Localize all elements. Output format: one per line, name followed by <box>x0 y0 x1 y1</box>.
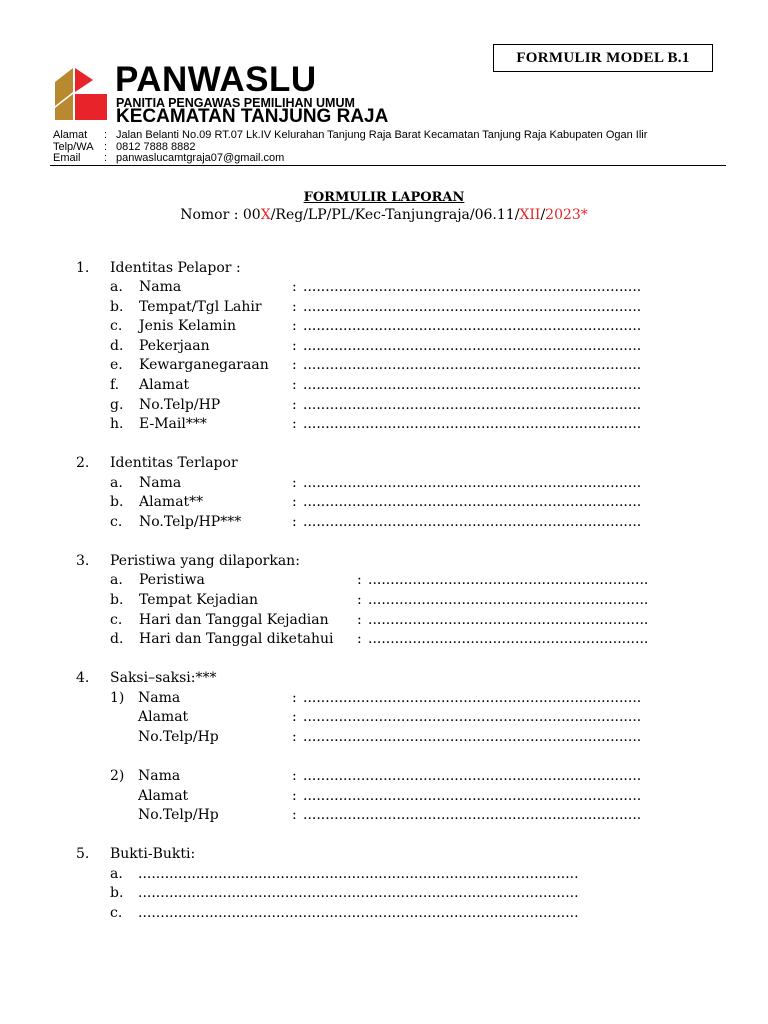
item-letter: d. <box>110 631 124 647</box>
field-colon: : <box>292 357 297 373</box>
contact-label-address: Alamat <box>53 129 88 141</box>
item-letter: f. <box>110 377 120 393</box>
item-letter: a. <box>110 279 123 295</box>
item-letter: c. <box>110 514 123 530</box>
fill-line-witness2-phone[interactable]: ............................................................................ <box>303 807 642 823</box>
field-colon: : <box>292 807 297 823</box>
field-label-reported-name: Nama <box>139 475 182 491</box>
form-model-label: FORMULIR MODEL B.1 <box>493 44 713 72</box>
org-name: PANWASLU <box>115 60 317 99</box>
fill-line-reported-name[interactable]: ............................................................................ <box>303 475 642 491</box>
contact-label-email: Email <box>53 152 81 164</box>
field-colon: : <box>292 768 297 784</box>
witness-number: 2) <box>110 768 125 784</box>
section-number: 3. <box>76 553 90 569</box>
witness-field-address: Alamat <box>138 788 189 804</box>
org-district: KECAMATAN TANJUNG RAJA <box>116 106 389 127</box>
section-title: Identitas Pelapor : <box>110 260 241 276</box>
field-label-phone: No.Telp/HP <box>139 397 221 413</box>
item-letter: c. <box>110 905 123 921</box>
header-divider <box>50 165 726 166</box>
witness-field-name: Nama <box>138 690 181 706</box>
field-colon: : <box>357 631 362 647</box>
field-label-event-place: Tempat Kejadian <box>139 592 259 608</box>
section-title: Bukti-Bukti: <box>110 846 196 862</box>
field-label-event-date: Hari dan Tanggal Kejadian <box>139 612 329 628</box>
field-colon: : <box>292 338 297 354</box>
fill-line-evidence-b[interactable]: ................................................................................................... <box>138 885 579 901</box>
field-label-address: Alamat <box>139 377 190 393</box>
fill-line-witness2-address[interactable]: ............................................................................ <box>303 788 642 804</box>
field-colon: : <box>292 690 297 706</box>
field-colon: : <box>292 475 297 491</box>
fill-line-phone[interactable]: ............................................................................ <box>303 397 642 413</box>
item-letter: a. <box>110 866 123 882</box>
fill-line-birth[interactable]: ............................................................................ <box>303 299 642 315</box>
field-label-known-date: Hari dan Tanggal diketahui <box>139 631 334 647</box>
contact-colon: : <box>104 141 108 153</box>
field-colon: : <box>292 318 297 334</box>
witness-field-phone: No.Telp/Hp <box>138 729 219 745</box>
field-label-name: Nama <box>139 279 182 295</box>
contact-label-phone: Telp/WA <box>53 141 94 153</box>
fill-line-reported-address[interactable]: ............................................................................ <box>303 494 642 510</box>
witness-field-address: Alamat <box>138 709 189 725</box>
contact-value-email: panwaslucamtgraja07@gmail.com <box>116 152 285 164</box>
section-number: 5. <box>76 846 90 862</box>
fill-line-event-date[interactable]: ............................................................... <box>368 612 649 628</box>
org-subtitle: PANITIA PENGAWAS PEMILIHAN UMUM <box>116 96 355 110</box>
field-label-reported-phone: No.Telp/HP*** <box>139 514 242 530</box>
item-letter: e. <box>110 357 123 373</box>
section-title: Peristiwa yang dilaporkan: <box>110 553 300 569</box>
contact-value-phone: 0812 7888 8882 <box>116 141 196 153</box>
contact-colon: : <box>104 129 108 141</box>
fill-line-address[interactable]: ............................................................................ <box>303 377 642 393</box>
field-colon: : <box>292 709 297 725</box>
fill-line-witness1-name[interactable]: ............................................................................ <box>303 690 642 706</box>
fill-line-known-date[interactable]: ............................................................... <box>368 631 649 647</box>
fill-line-witness1-address[interactable]: ............................................................................ <box>303 709 642 725</box>
contact-colon: : <box>104 152 108 164</box>
item-letter: c. <box>110 612 123 628</box>
field-label-job: Pekerjaan <box>139 338 210 354</box>
field-label-birth: Tempat/Tgl Lahir <box>139 299 262 315</box>
field-colon: : <box>292 729 297 745</box>
fill-line-event-place[interactable]: ............................................................... <box>368 592 649 608</box>
field-label-event: Peristiwa <box>139 572 205 588</box>
item-letter: b. <box>110 885 124 901</box>
fill-line-job[interactable]: ............................................................................ <box>303 338 642 354</box>
field-colon: : <box>292 494 297 510</box>
field-label-citizenship: Kewarganegaraan <box>139 357 269 373</box>
field-colon: : <box>292 416 297 432</box>
field-colon: : <box>357 612 362 628</box>
field-colon: : <box>292 397 297 413</box>
section-title: Saksi–saksi:*** <box>110 670 217 686</box>
witness-field-phone: No.Telp/Hp <box>138 807 219 823</box>
fill-line-evidence-a[interactable]: ................................................................................................... <box>138 866 579 882</box>
fill-line-citizenship[interactable]: ............................................................................ <box>303 357 642 373</box>
field-label-gender: Jenis Kelamin <box>139 318 236 334</box>
section-number: 4. <box>76 670 90 686</box>
item-letter: a. <box>110 572 123 588</box>
item-letter: b. <box>110 592 124 608</box>
section-number: 1. <box>76 260 90 276</box>
field-label-reported-address: Alamat** <box>139 494 204 510</box>
fill-line-evidence-c[interactable]: ................................................................................................... <box>138 905 579 921</box>
field-colon: : <box>292 299 297 315</box>
fill-line-gender[interactable]: ............................................................................ <box>303 318 642 334</box>
fill-line-name[interactable]: ............................................................................ <box>303 279 642 295</box>
panwaslu-logo-icon <box>53 66 109 122</box>
section-number: 2. <box>76 455 90 471</box>
item-letter: c. <box>110 318 123 334</box>
item-letter: h. <box>110 416 124 432</box>
form-number: Nomor : 00X/Reg/LP/PL/Kec-Tanjungraja/06.11/XII/2023* <box>180 207 588 223</box>
item-letter: b. <box>110 494 124 510</box>
fill-line-event[interactable]: ............................................................... <box>368 572 649 588</box>
field-colon: : <box>292 377 297 393</box>
section-title: Identitas Terlapor <box>110 455 238 471</box>
fill-line-email[interactable]: ............................................................................ <box>303 416 642 432</box>
field-colon: : <box>357 592 362 608</box>
contact-value-address: Jalan Belanti No.09 RT.07 Lk.IV Kelurahan Tanjung Raja Barat Kecamatan Tanjung Raja Kabupaten Ogan Ilir <box>116 129 648 141</box>
field-colon: : <box>292 788 297 804</box>
item-letter: g. <box>110 397 124 413</box>
fill-line-witness2-name[interactable]: ............................................................................ <box>303 768 642 784</box>
field-colon: : <box>357 572 362 588</box>
item-letter: d. <box>110 338 124 354</box>
field-label-email: E-Mail*** <box>139 416 207 432</box>
field-colon: : <box>292 279 297 295</box>
field-colon: : <box>292 514 297 530</box>
item-letter: a. <box>110 475 123 491</box>
fill-line-witness1-phone[interactable]: ............................................................................ <box>303 729 642 745</box>
form-title: FORMULIR LAPORAN <box>303 190 465 205</box>
fill-line-reported-phone[interactable]: ............................................................................ <box>303 514 642 530</box>
witness-number: 1) <box>110 690 125 706</box>
item-letter: b. <box>110 299 124 315</box>
witness-field-name: Nama <box>138 768 181 784</box>
